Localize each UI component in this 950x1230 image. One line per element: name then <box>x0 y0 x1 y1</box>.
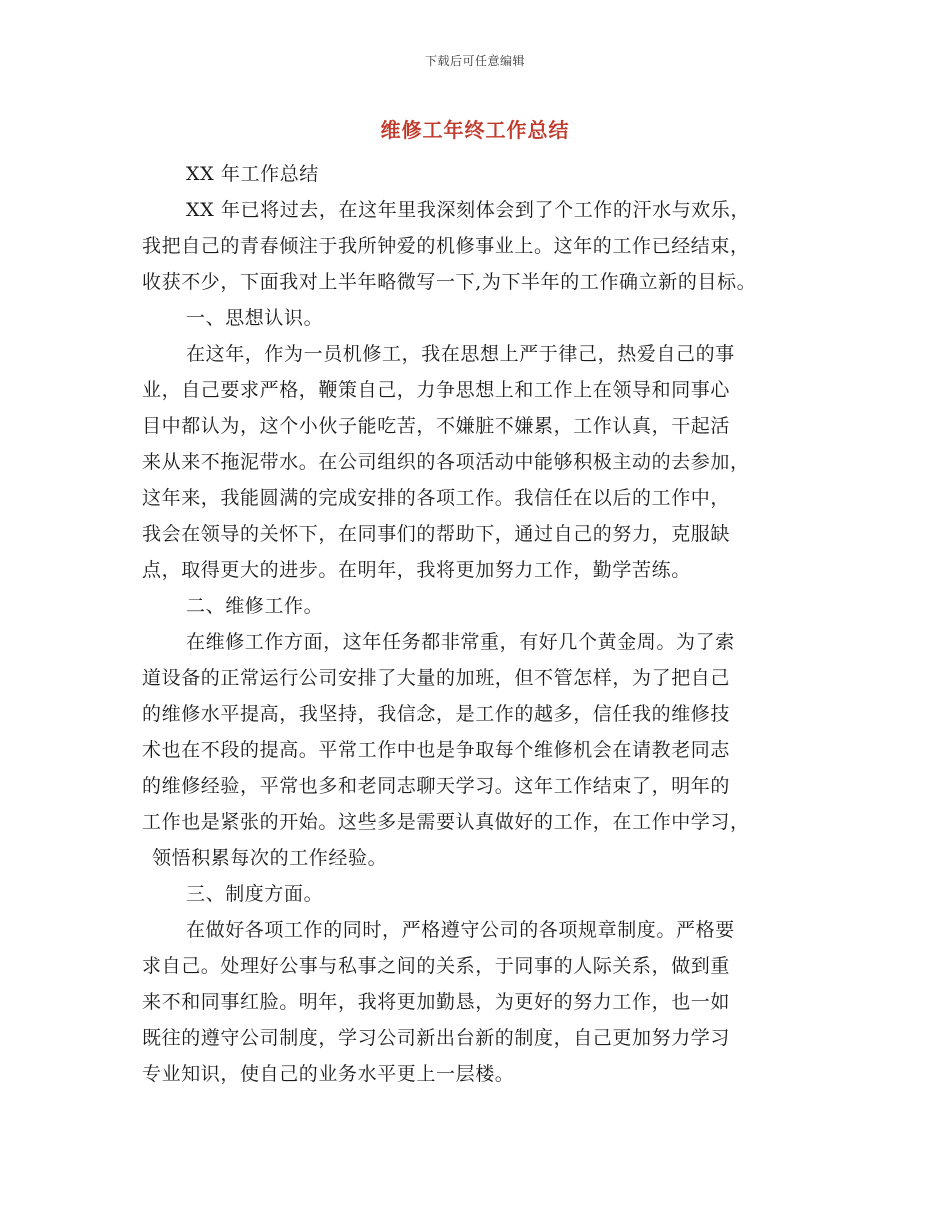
text-line: 业，自己要求严格，鞭策自己，力争思想上和工作上在领导和同事心 <box>142 379 731 401</box>
text-line: 目中都认为，这个小伙子能吃苦，不嫌脏不嫌累，工作认真，干起活 <box>142 415 731 437</box>
text-line: 工作也是紧张的开始。这些多是需要认真做好的工作，在工作中学习， <box>142 811 750 833</box>
text-line: 在做好各项工作的同时，严格遵守公司的各项规章制度。严格要 <box>186 919 735 941</box>
text-line: 专业知识，使自己的业务水平更上一层楼。 <box>142 1063 515 1085</box>
text-line: 的维修经验，平常也多和老同志聊天学习。这年工作结束了，明年的 <box>142 775 731 797</box>
text-line: XX 年已将过去，在这年里我深刻体会到了个工作的汗水与欢乐， <box>186 199 751 221</box>
text-line: 在维修工作方面，这年任务都非常重，有好几个黄金周。为了索 <box>186 631 735 653</box>
text-line: 点，取得更大的进步。在明年，我将更加努力工作，勤学苦练。 <box>142 559 691 581</box>
text-line: 在这年，作为一员机修工，我在思想上严于律己，热爱自己的事 <box>186 343 735 365</box>
text-line: 道设备的正常运行公司安排了大量的加班，但不管怎样，为了把自己 <box>142 667 731 689</box>
text-line: 术也在不段的提高。平常工作中也是争取每个维修机会在请教老同志 <box>142 739 731 761</box>
text-line: 求自己。处理好公事与私事之间的关系，于同事的人际关系，做到重 <box>142 955 731 977</box>
text-line: 来从来不拖泥带水。在公司组织的各项活动中能够积极主动的去参加， <box>142 451 750 473</box>
text-line: 收获不少，下面我对上半年略微写一下,为下半年的工作确立新的目标。 <box>142 271 757 293</box>
text-line: 我把自己的青春倾注于我所钟爱的机修事业上。这年的工作已经结束， <box>142 235 750 257</box>
text-line: 我会在领导的关怀下，在同事们的帮助下，通过自己的努力，克服缺 <box>142 523 731 545</box>
document-body <box>142 156 842 1092</box>
text-line: XX 年工作总结 <box>186 163 319 185</box>
text-line: 的维修水平提高，我坚持，我信念，是工作的越多，信任我的维修技 <box>142 703 731 725</box>
text-line: 这年来，我能圆满的完成安排的各项工作。我信任在以后的工作中， <box>142 487 731 509</box>
text-line: 二、维修工作。 <box>186 595 324 617</box>
text-line: 三、制度方面。 <box>186 883 324 905</box>
text-line: 一、思想认识。 <box>186 307 324 329</box>
text-line: 来不和同事红脸。明年，我将更加勤恳，为更好的努力工作，也一如 <box>142 991 731 1013</box>
page-header-note: 下载后可任意编辑 <box>424 54 525 68</box>
document-title: 维修工年终工作总结 <box>380 118 570 142</box>
text-line: 领悟积累每次的工作经验。 <box>152 847 388 869</box>
text-line: 既往的遵守公司制度，学习公司新出台新的制度，自己更加努力学习 <box>142 1027 731 1049</box>
